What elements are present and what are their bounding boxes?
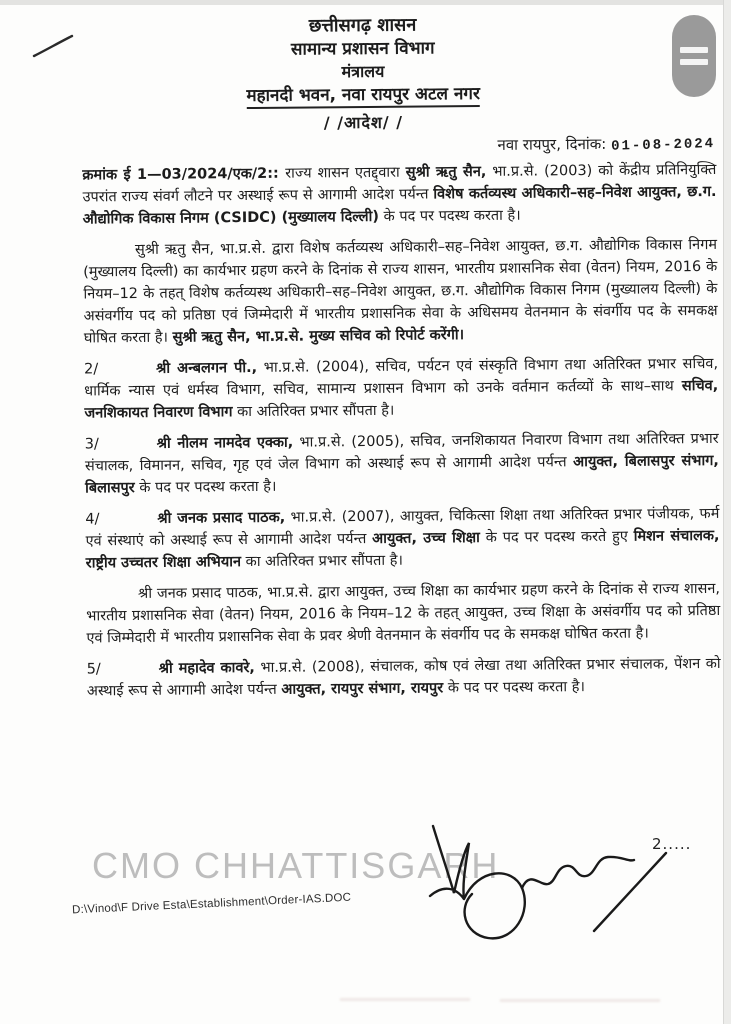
paragraph-text: भा.प्र.से. (2008), संचालक, कोष एवं लेखा तथा अतिरिक्त प्रभार संचालक, पेंशन को अस्थाई रूप से आगामी आदेश पर्यन्त: [86, 655, 721, 700]
officer-name: श्री अन्बलगन पी.,: [155, 359, 258, 377]
paragraph-text: के पद पर पदस्थ करता है।: [443, 679, 585, 697]
item-number: 3/: [84, 436, 99, 453]
order-item-5: [87, 653, 721, 703]
address-text: महानदी भवन, नवा रायपुर अटल नगर: [246, 84, 480, 109]
ministry-title: मंत्रालय: [341, 61, 385, 82]
paragraph-text: के पद पर पदस्थ करता है।: [134, 478, 277, 497]
paragraph-text: के पद पर पदस्थ करते हुए: [479, 528, 634, 547]
additional-charge: मिशन संचालक, राष्ट्रीय उच्चतर शिक्षा अभियान: [85, 527, 720, 572]
department-title: सामान्य प्रशासन विभाग: [290, 38, 435, 60]
paragraph-text: का अतिरिक्त प्रभार सौंपता है।: [232, 402, 395, 421]
order-item-4: [85, 503, 720, 575]
item-number: 5/: [86, 661, 101, 678]
order-body: [0, 159, 731, 703]
order-heading: / /आदेश/ /: [323, 112, 404, 133]
item-number: 2/: [83, 361, 99, 378]
page-continuation-marker: 2.....: [652, 835, 692, 853]
handwritten-date: 01-08-2024: [610, 136, 716, 155]
place-date-label: नवा रायपुर, दिनांक:: [497, 134, 612, 154]
post-name: सचिव, जनशिकायत निवारण विभाग: [84, 377, 719, 422]
signature: [408, 810, 688, 980]
watermark: CMO CHHATTISGARH: [92, 845, 500, 886]
paragraph-4b: [86, 578, 721, 650]
post-name: विशेष कर्तव्यस्थ अधिकारी–सह–निवेश आयुक्त, छ.ग. औद्योगिक विकास निगम (CSIDC) (मुख्यालय दिल्ली): [82, 183, 717, 228]
paragraph-text: भा.प्र.से. (2003) को केंद्रीय प्रतिनियुक्ति उपरांत राज्य संवर्ग लौटने पर अस्थाई रूप से आगामी आदेश पर्यन्त: [82, 161, 717, 206]
paragraph-2: [83, 234, 718, 350]
file-path: D:\Vinod\F Drive Esta\Establishment\Order-IAS.DOC: [71, 891, 352, 917]
paragraph-text: के पद पर पदस्थ करता है।: [378, 207, 521, 225]
order-item-3: [85, 428, 720, 500]
paragraph-1: [82, 159, 717, 231]
bleed-through-mark: [500, 999, 660, 1002]
officer-name: श्री जनक प्रसाद पाठक,: [157, 509, 286, 527]
paragraph-text: भा.प्र.से. (2007), आयुक्त, चिकित्सा शिक्षा तथा अतिरिक्त प्रभार पंजीयक, फर्म एवं संस्थाएं को अस्थाई रूप से आगामी आदेश पर्यन्त: [85, 505, 720, 550]
post-name: आयुक्त, बिलासपुर संभाग, बिलासपुर: [85, 452, 719, 497]
document-content: [0, 11, 731, 712]
bleed-through-mark: [340, 998, 470, 1001]
government-title: छत्तीसगढ़ शासन: [308, 14, 417, 37]
post-name: आयुक्त, रायपुर संभाग, रायपुर: [281, 680, 444, 698]
paragraph-text: श्री जनक प्रसाद पाठक, भा.प्र.से. द्वारा आयुक्त, उच्च शिक्षा का कार्यभार ग्रहण करने के दिनांक से राज्य शासन, भारतीय प्रशासनिक सेवा (वेतन) नियम, 2016 के नियम–12 के तहत् आयुक्त, उच्च शिक्षा के असंवर्गीय पद को प्रतिष्ठा एवं जिम्मेदारी में भारतीय प्रशासनिक सेवा के प्रवर श्रेणी वेतनमान के संवर्गीय पद के समकक्ष घोषित करता है।: [86, 580, 721, 647]
order-number: क्रमांक ई 1—03/2024/एक/2::: [82, 165, 286, 184]
officer-name: श्री महादेव कावरे,: [158, 659, 255, 677]
paragraph-text: भा.प्र.से. (2005), सचिव, जनशिकायत निवारण विभाग तथा अतिरिक्त प्रभार संचालक, विमानन, सचिव, गृह एवं जेल विभाग को अस्थाई रूप से आगामी आदेश पर्यन्त: [84, 430, 719, 475]
paragraph-text: का अतिरिक्त प्रभार सौंपता है।: [240, 552, 404, 571]
order-item-2: [84, 353, 719, 425]
paragraph-text: सुश्री ऋतु सैन, भा.प्र.से. द्वारा विशेष कर्तव्यस्थ अधिकारी–सह–निवेश आयुक्त, छ.ग. औद्योगिक विकास निगम (मुख्यालय दिल्ली) का कार्यभार ग्रहण करने के दिनांक से राज्य शासन, भारतीय प्रशासनिक सेवा (वेतन) नियम, 2016 के नियम–12 के तहत् विशेष कर्तव्यस्थ अधिकारी–सह–निवेश आयुक्त, छ.ग. औद्योगिक विकास निगम (मुख्यालय दिल्ली) के असंवर्गीय पद को प्रतिष्ठा एवं जिम्मेदारी में भारतीय प्रशासनिक सेवा के अधिसमय वेतनमान के संवर्गीय पद के समकक्ष घोषित करता है।: [83, 236, 718, 347]
officer-name: श्री नीलम नामदेव एक्का,: [156, 434, 294, 452]
address-line: [0, 80, 729, 110]
post-name: आयुक्त, उच्च शिक्षा: [372, 530, 480, 547]
paragraph-text: भा.प्र.से. (2004), सचिव, पर्यटन एवं संस्कृति विभाग तथा अतिरिक्त प्रभार सचिव, धार्मिक न्यास एवं धर्मस्व विभाग, सचिव, सामान्य प्रशासन विभाग को उनके वर्तमान कर्तव्यों के साथ–साथ: [84, 355, 719, 400]
place-date-line: [0, 133, 729, 159]
officer-name: सुश्री ऋतु सैन,: [405, 163, 487, 181]
paragraph-text: राज्य शासन एतद्द्वारा: [285, 164, 406, 182]
report-instruction: सुश्री ऋतु सैन, भा.प्र.से. मुख्य सचिव को रिपोर्ट करेंगी।: [172, 327, 465, 346]
page-top-edge: [0, 0, 731, 5]
item-number: 4/: [85, 511, 100, 528]
